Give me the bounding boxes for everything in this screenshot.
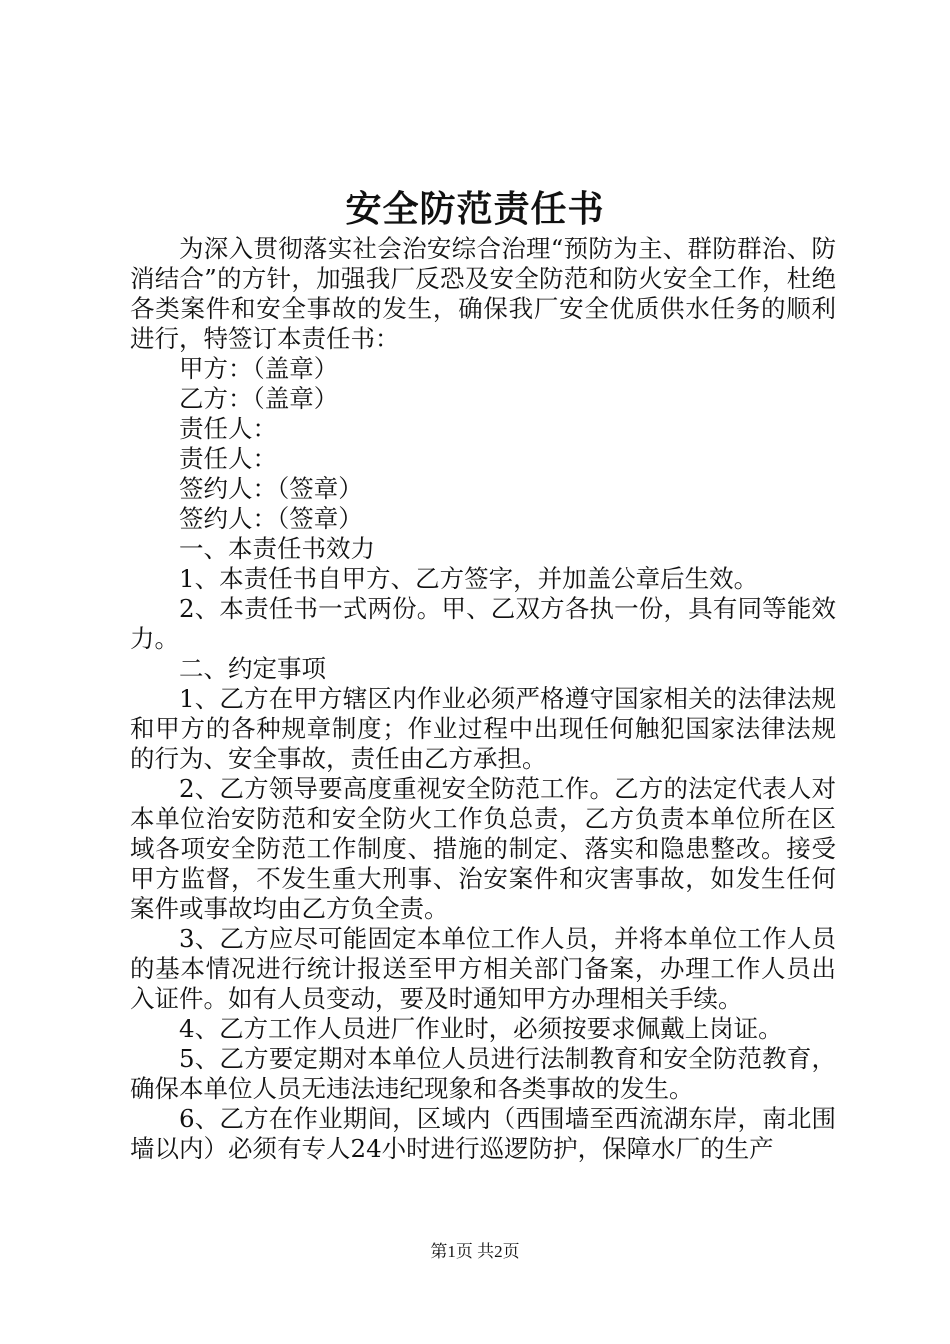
signature-line-party-a: 甲方：（盖章） [179,354,339,383]
signature-line-party-b: 乙方：（盖章） [179,384,339,413]
section1-heading: 一、本责任书效力 [179,534,375,563]
page-footer: 第1页 共2页 [430,1242,520,1261]
section2-item: 4、乙方工作人员进厂作业时，必须按要求佩戴上岗证。 [179,1014,783,1043]
section2-item: 2、乙方领导要高度重视安全防范工作。乙方的法定代表人对本单位治安防范和安全防火工作负总责，乙方负责本单位所在区域各项安全防范工作制度、措施的制定、落实和隐患整改。接受甲方监督，不发生重大刑事、治安案件和灾害事故，如发生任何案件或事故均由乙方负全责。 [130,774,836,923]
section1-item: 2、本责任书一式两份。甲、乙双方各执一份，具有同等能效力。 [130,594,836,653]
signature-line-signer-2: 签约人：（签章） [179,504,363,533]
section1-item: 1、本责任书自甲方、乙方签字，并加盖公章后生效。 [179,564,759,593]
document-title: 安全防范责任书 [345,188,605,230]
section2-item: 1、乙方在甲方辖区内作业必须严格遵守国家相关的法律法规和甲方的各种规章制度；作业过程中出现任何触犯国家法律法规的行为、安全事故，责任由乙方承担。 [130,684,836,773]
section2-item: 3、乙方应尽可能固定本单位工作人员，并将本单位工作人员的基本情况进行统计报送至甲方相关部门备案，办理工作人员出入证件。如有人员变动，要及时通知甲方办理相关手续。 [130,924,836,1013]
intro-paragraph: 为深入贯彻落实社会治安综合治理“预防为主、群防群治、防消结合”的方针，加强我厂反恐及安全防范和防火安全工作，杜绝各类案件和安全事故的发生，确保我厂安全优质供水任务的顺利进行，特签订本责任书： [130,234,836,353]
section2-item: 5、乙方要定期对本单位人员进行法制教育和安全防范教育，确保本单位人员无违法违纪现象和各类事故的发生。 [130,1044,836,1103]
section2-item: 6、乙方在作业期间，区域内（西围墙至西流湖东岸，南北围墙以内）必须有专人24小时进行巡逻防护，保障水厂的生产 [130,1104,836,1163]
signature-line-signer-1: 签约人：（签章） [179,474,363,503]
document-body [130,234,836,1164]
signature-line-responsible-2: 责任人： [179,444,277,473]
signature-line-responsible-1: 责任人： [179,414,277,443]
section2-heading: 二、约定事项 [179,654,326,683]
